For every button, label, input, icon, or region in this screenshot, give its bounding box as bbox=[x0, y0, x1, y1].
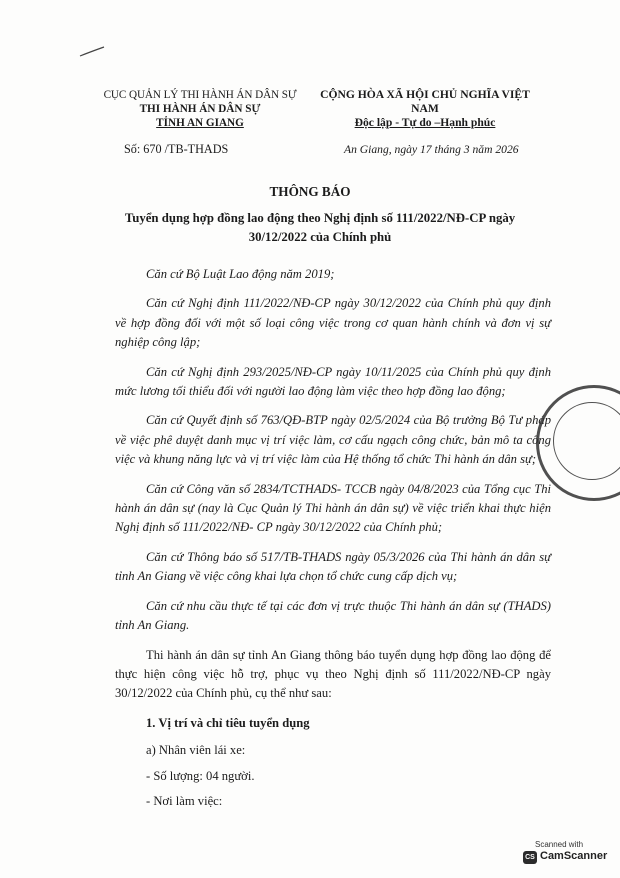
basis-item: Căn cứ Nghị định 293/2025/NĐ-CP ngày 10/11/2025 của Chính phủ quy định mức lương tối thiểu đối với người lao động làm việc theo hợp đồng lao động; bbox=[115, 364, 551, 399]
basis-item: Căn cứ Quyết định số 763/QĐ-BTP ngày 02/5/2024 của Bộ trưởng Bộ Tư pháp về việc phê duyệt danh mục vị trí việc làm, cơ cấu ngạch công chức, bản mô ta công việc và khung năng lực và vị trí việc làm của Hệ thống tổ chức Thi hành án dân sự; bbox=[115, 413, 551, 467]
document-number: Số: 670 /TB-THADS bbox=[124, 142, 229, 156]
basis-item: Căn cứ Công văn số 2834/TCTHADS- TCCB ngày 04/8/2023 của Tổng cục Thi hành án dân sự (nay là Cục Quản lý Thi hành án dân sự) về việc triển khai thực hiện Nghị định số 111/2022/NĐ- CP ngày 30/12/2022 của Chính phủ; bbox=[115, 481, 551, 535]
agency-line-1: CỤC QUẢN LÝ THI HÀNH ÁN DÂN SỰ bbox=[103, 89, 297, 101]
section-heading: 1. Vị trí và chỉ tiêu tuyển dụng bbox=[146, 715, 310, 730]
camscanner-watermark bbox=[523, 838, 609, 868]
basis-item: Căn cứ Nghị định 111/2022/NĐ-CP ngày 30/12/2022 của Chính phủ quy định về hợp đồng đối với một số loại công việc trong cơ quan hành chính và đơn vị sự nghiệp công lập; bbox=[115, 296, 551, 350]
document-title: THÔNG BÁO bbox=[269, 184, 351, 199]
camscanner-logo-icon: CS bbox=[523, 851, 537, 864]
seal-inner-ring bbox=[553, 402, 620, 480]
agency-line-2: THI HÀNH ÁN DÂN SỰ bbox=[139, 103, 261, 115]
document-date: An Giang, ngày 17 tháng 3 năm 2026 bbox=[344, 143, 519, 156]
document-body bbox=[115, 265, 551, 817]
scanner-brand: CamScanner bbox=[540, 850, 608, 862]
basis-item: Căn cứ Bộ Luật Lao động năm 2019; bbox=[146, 267, 335, 281]
basis-item: Căn cứ Thông báo số 517/TB-THADS ngày 05/3/2026 của Thi hành án dân sự tỉnh An Giang về việc công khai lựa chọn tổ chức cung cấp dịch vụ; bbox=[115, 549, 551, 584]
national-header bbox=[305, 88, 545, 130]
pen-mark bbox=[78, 44, 108, 60]
nation-name: CỘNG HÒA XÃ HỘI CHỦ NGHĨA VIỆT NAM bbox=[320, 88, 530, 115]
intro-paragraph: Thi hành án dân sự tỉnh An Giang thông báo tuyển dụng hợp đồng lao động để thực hiện công việc hỗ trợ, phục vụ theo Nghị định số 111/2022/NĐ-CP ngày 30/12/2022 của Chính phủ, cụ thể như sau: bbox=[115, 647, 551, 701]
agency-line-3: TỈNH AN GIANG bbox=[156, 117, 244, 129]
agency-header bbox=[100, 88, 300, 130]
basis-item: Căn cứ nhu cầu thực tế tại các đơn vị trực thuộc Thi hành án dân sự (THADS) tỉnh An Giang. bbox=[115, 598, 551, 633]
position-item: a) Nhân viên lái xe: bbox=[146, 743, 246, 758]
national-motto: Độc lập - Tự do –Hạnh phúc bbox=[354, 116, 496, 129]
document-subtitle: Tuyển dụng hợp đồng lao động theo Nghị định số 111/2022/NĐ-CP ngày 30/12/2022 của Chính phủ bbox=[124, 211, 516, 244]
workplace-line: - Nơi làm việc: bbox=[146, 793, 223, 808]
quantity-line: - Số lượng: 04 người. bbox=[146, 768, 255, 783]
scanner-caption: Scanned with bbox=[535, 840, 584, 849]
